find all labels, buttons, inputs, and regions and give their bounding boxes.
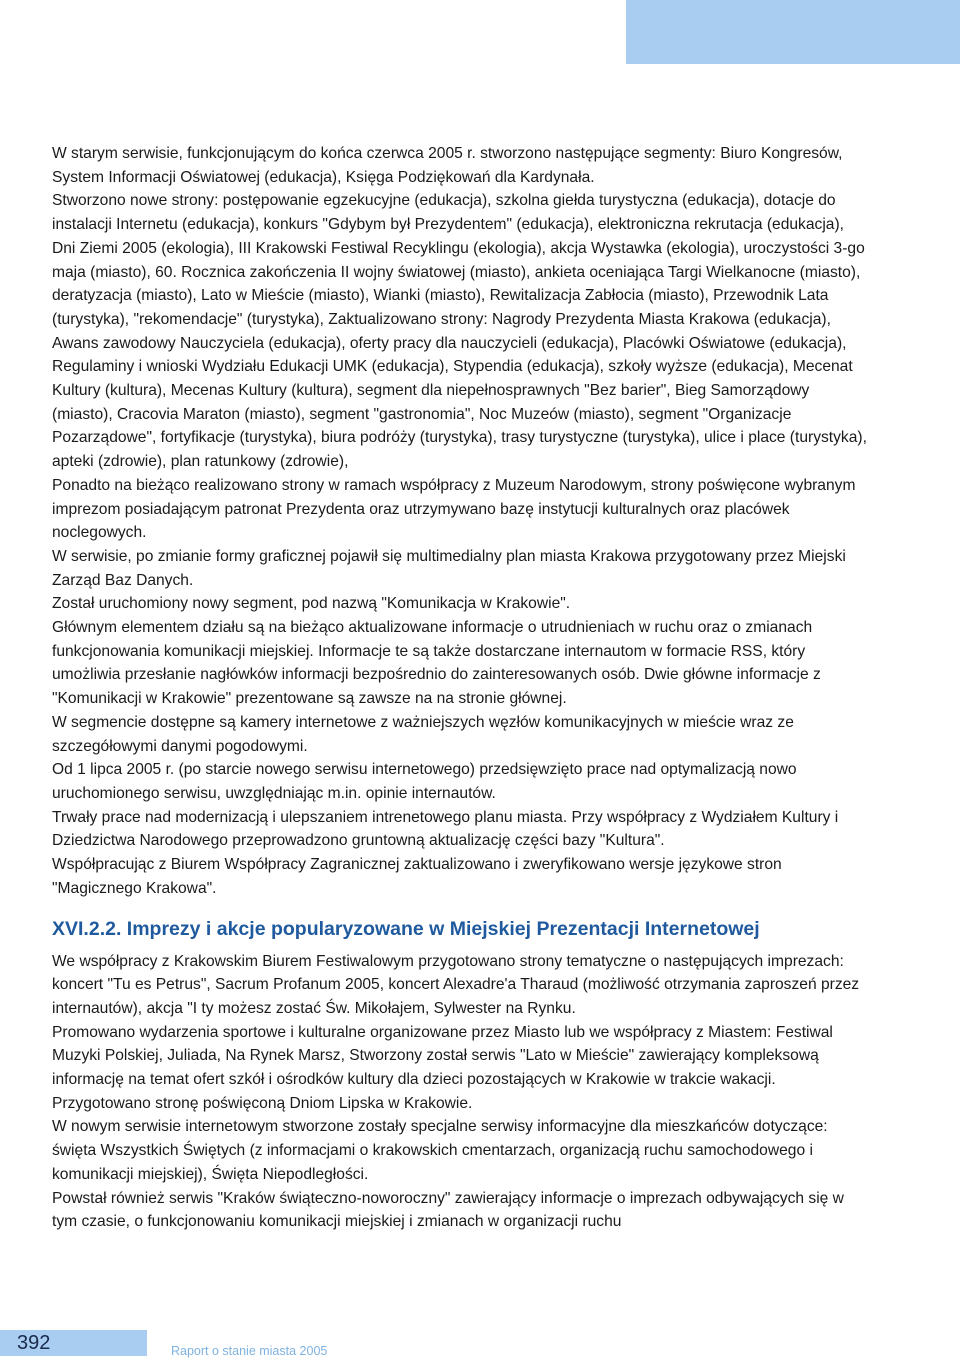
page-number: 392 <box>17 1332 51 1354</box>
paragraph: W starym serwisie, funkcjonującym do końca czerwca 2005 r. stworzono następujące segmenty: Biuro Kongresów, System Informacji Oświatowej (edukacja), Księga Podziękowań dla Kardynała. <box>52 145 843 186</box>
footer-report-title: Raport o stanie miasta 2005 <box>171 1344 328 1358</box>
paragraph: Od 1 lipca 2005 r. (po starcie nowego serwisu internetowego) przedsięwzięto prace nad optymalizacją nowo uruchomionego serwisu, uwzględniając m.in. opinie internautów. <box>52 761 797 802</box>
document-body <box>52 142 870 1234</box>
paragraph: Został uruchomiony nowy segment, pod nazwą "Komunikacja w Krakowie". <box>52 595 571 613</box>
header-accent-block <box>626 0 960 64</box>
paragraph: We współpracy z Krakowskim Biurem Festiwalowym przygotowano strony tematyczne o następujących imprezach: koncert "Tu es Petrus", Sacrum Profanum 2005, koncert Alexadre'a Tharaud (możliwość otrzymania zaproszeń przez internautów), akcja "I ty możesz zostać Św. Mikołajem, Sylwester na Rynku. <box>52 952 860 1017</box>
section-heading: XVI.2.2. Imprezy i akcje popularyzowane w Miejskiej Prezentacji Internetowej <box>52 917 760 940</box>
paragraph: W segmencie dostępne są kamery internetowe z ważniejszych węzłów komunikacyjnych w mieście wraz ze szczegółowymi danymi pogodowymi. <box>52 713 794 755</box>
paragraph: Promowano wydarzenia sportowe i kulturalne organizowane przez Miasto lub we współpracy z Miastem: Festiwal Muzyki Polskiej, Juliada, Na Rynek Marsz, Stworzony został serwis "Lato w Mieście" zawierający kompleksową informację na temat ofert szkół i ośrodków kultury dla dzieci pozostających w Krakowie w trakcie wakacji. Przygotowano stronę poświęconą Dniom Lipska w Krakowie. <box>52 1023 833 1112</box>
paragraph: Powstał również serwis "Kraków świąteczno-noworoczny" zawierający informacje o imprezach odbywających się w tym czasie, o funkcjonowaniu komunikacji miejskiej i zmianach w organizacji ruchu <box>52 1189 844 1231</box>
paragraph: Głównym elementem działu są na bieżąco aktualizowane informacje o utrudnieniach w ruchu oraz o zmianach funkcjonowania komunikacji miejskiej. Informacje te są także dostarczane internautom w formacie RSS, który umożliwia przesłanie nagłówków informacji bezpośrednio do zainteresowanych osób. Dwie główne informacje z "Komunikacji w Krakowie" prezentowane są zawsze na na stronie głównej. <box>52 619 821 708</box>
paragraph: Trwały prace nad modernizacją i ulepszaniem intrenetowego planu miasta. Przy współpracy z Wydziałem Kultury i Dziedzictwa Narodowego przeprowadzono gruntowną aktualizację części bazy "Kultura". <box>52 808 839 850</box>
paragraph: W serwisie, po zmianie formy graficznej pojawił się multimedialny plan miasta Krakowa przygotowany przez Miejski Zarząd Baz Danych. <box>52 547 846 589</box>
paragraph: W nowym serwisie internetowym stworzone zostały specjalne serwisy informacyjne dla mieszkańców dotyczące: święta Wszystkich Świętych (z informacjami o krakowskich cmentarzach, organizacją ruchu samochodowego i komunikacji miejskiej), Święta Niepodległości. <box>52 1118 828 1183</box>
paragraph: Stworzono nowe strony: postępowanie egzekucyjne (edukacja), szkolna giełda turystyczna (edukacja), dotacje do instalacji Internetu (edukacja), konkurs "Gdybym był Prezydentem" (edukacja), elektroniczna rekrutacja (edukacja), Dni Ziemi 2005 (ekologia), III Krakowski Festiwal Recyklingu (ekologia), akcja Wystawka (ekologia), uroczystości 3-go maja (miasto), 60. Rocznica zakończenia II wojny światowej (miasto), ankieta oceniająca Targi Wielkanocne (miasto), deratyzacja (miasto), Lato w Mieście (miasto), Wianki (miasto), Rewitalizacja Zabłocia (miasto), Przewodnik Lata (turystyka), "rekomendacje" (turystyka), Zaktualizowano strony: Nagrody Prezydenta Miasta Krakowa (edukacja), Awans zawodowy Nauczyciela (edukacja), oferty pracy dla nauczycieli (edukacja), Placówki Oświatowe (edukacja), Regulaminy i wnioski Wydziału Edukacji UMK (edukacja), Stypendia (edukacja), szkoły wyższe (edukacja), Mecenat Kultury (kultura), Mecenas Kultury (kultura), segment dla niepełnosprawnych "Bez barier", Bieg Samorządowy (miasto), Cracovia Maraton (miasto), segment "gastronomia", Noc Muzeów (miasto), segment "Organizacje Pozarządowe", fortyfikacje (turystyka), biura podróży (turystyka), trasy turystyczne (turystyka), ulice i place (turystyka), apteki (zdrowie), plan ratunkowy (zdrowie), <box>52 192 867 471</box>
paragraph: Współpracując z Biurem Współpracy Zagranicznej zaktualizowano i zweryfikowano wersje językowe stron "Magicznego Krakowa". <box>52 856 782 897</box>
paragraph: Ponadto na bieżąco realizowano strony w ramach współpracy z Muzeum Narodowym, strony poświęcone wybranym imprezom posiadającym patronat Prezydenta oraz utrzymywano bazę instytucji kulturalnych oraz placówek noclegowych. <box>52 476 856 542</box>
